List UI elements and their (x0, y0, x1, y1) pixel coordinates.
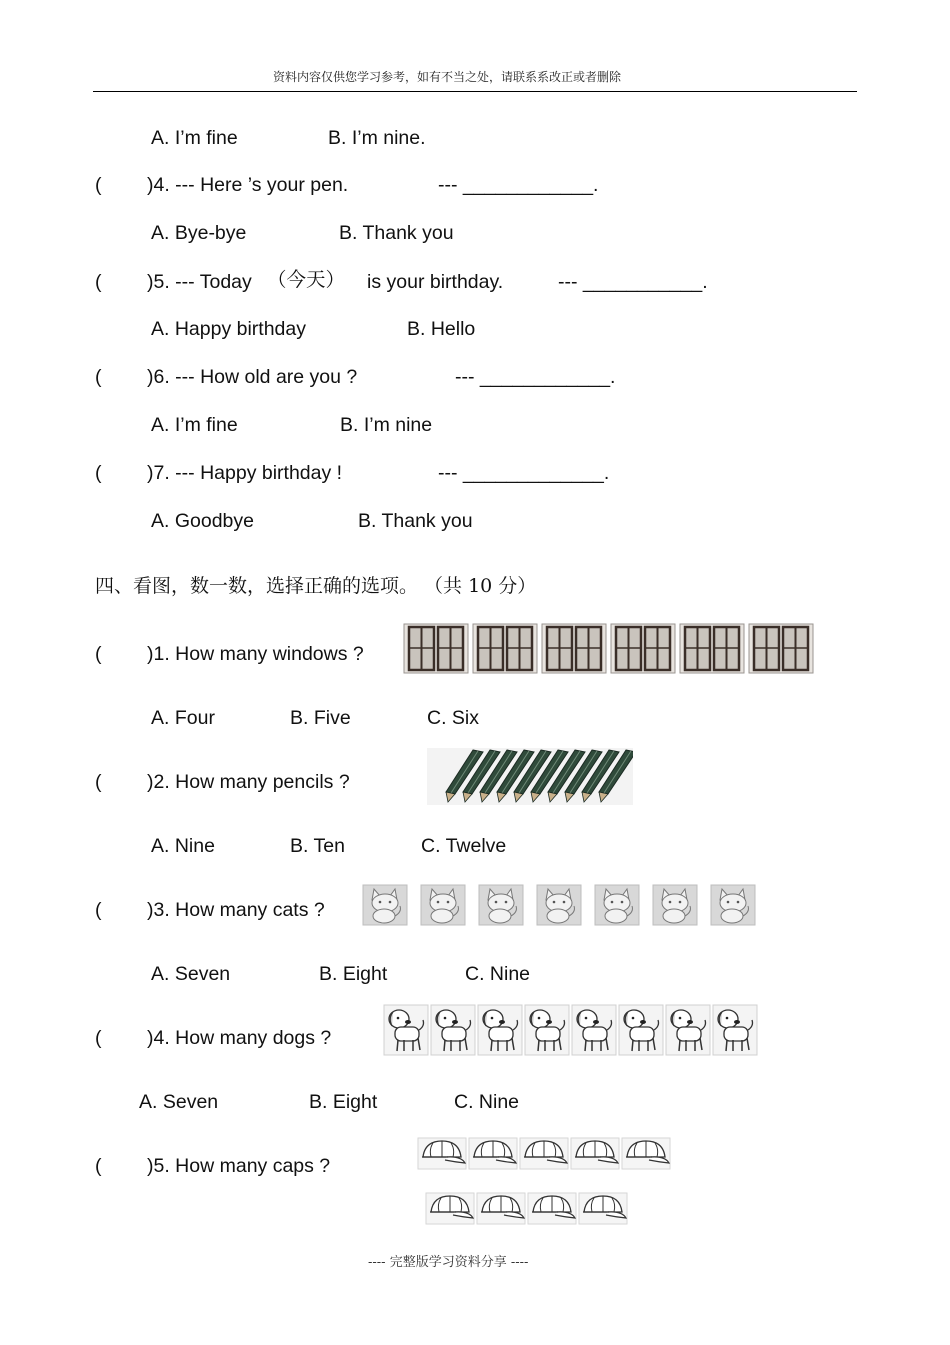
dog-icon (383, 1004, 430, 1056)
cap-icon (425, 1192, 476, 1225)
s4-q4-option-a: A. Seven (139, 1091, 219, 1113)
cat-icon (652, 884, 710, 926)
header-divider (93, 91, 857, 92)
dog-icon (524, 1004, 571, 1056)
q6-prompt: )6. --- How old are you ? (147, 366, 358, 388)
q7-option-b: B. Thank you (358, 510, 473, 532)
cat-icon (594, 884, 652, 926)
s4-q4-prompt: )4. How many dogs ? (147, 1027, 332, 1049)
cap-icon (519, 1137, 570, 1170)
q6-option-b: B. I’m nine (340, 414, 433, 436)
caps-picture-row-2 (425, 1192, 629, 1225)
dog-icon (618, 1004, 665, 1056)
cat-icon (420, 884, 478, 926)
q7-prompt: )7. --- Happy birthday ! (147, 462, 343, 484)
s4-q4-option-b: B. Eight (309, 1091, 378, 1113)
dog-icon (665, 1004, 712, 1056)
answer-paren[interactable]: ( (95, 174, 102, 196)
s4-q2-option-b: B. Ten (290, 835, 345, 857)
cap-icon (578, 1192, 629, 1225)
s4-q1-option-c: C. Six (427, 707, 480, 729)
s4-q2-prompt: )2. How many pencils ? (147, 771, 350, 793)
answer-paren[interactable]: ( (95, 462, 102, 484)
answer-paren[interactable]: ( (95, 899, 102, 921)
cat-icon (536, 884, 594, 926)
answer-paren[interactable]: ( (95, 1155, 102, 1177)
q6-reply-blank: --- ____________. (455, 366, 616, 388)
s4-q3-option-a: A. Seven (151, 963, 231, 985)
s4-q3-prompt: )3. How many cats ? (147, 899, 325, 921)
s4-q5-prompt: )5. How many caps ? (147, 1155, 331, 1177)
answer-paren[interactable]: ( (95, 271, 102, 293)
q4-option-a: A. Bye-bye (151, 222, 247, 244)
dog-icon (430, 1004, 477, 1056)
q4-reply-blank: --- ____________. (438, 174, 599, 196)
q5-option-a: A. Happy birthday (151, 318, 307, 340)
cap-icon (527, 1192, 578, 1225)
window-icon (541, 622, 610, 674)
q7-reply-blank: --- _____________. (438, 462, 610, 484)
pencils-picture (427, 748, 633, 805)
cap-icon (468, 1137, 519, 1170)
cat-icon (710, 884, 768, 926)
s4-q1-prompt: )1. How many windows ? (147, 643, 364, 665)
q5-prompt: )5. --- Today (147, 271, 252, 293)
window-icon (610, 622, 679, 674)
answer-paren[interactable]: ( (95, 771, 102, 793)
cat-icon (362, 884, 420, 926)
caps-picture-row-1 (417, 1137, 672, 1170)
s4-q4-option-c: C. Nine (454, 1091, 520, 1113)
cats-picture (362, 884, 768, 926)
q3-option-a: A. I’m fine (151, 127, 238, 149)
s4-q3-option-b: B. Eight (319, 963, 388, 985)
window-icon (679, 622, 748, 674)
window-icon (472, 622, 541, 674)
dog-icon (477, 1004, 524, 1056)
cap-icon (570, 1137, 621, 1170)
answer-paren[interactable]: ( (95, 643, 102, 665)
windows-picture (403, 622, 817, 674)
cat-icon (478, 884, 536, 926)
answer-paren[interactable]: ( (95, 366, 102, 388)
s4-q3-option-c: C. Nine (465, 963, 531, 985)
s4-q1-option-b: B. Five (290, 707, 351, 729)
page-footer: ---- 完整版学习资料分享 ---- (368, 1255, 529, 1270)
q5-reply-blank: --- ___________. (558, 271, 708, 293)
answer-paren[interactable]: ( (95, 1027, 102, 1049)
q7-option-a: A. Goodbye (151, 510, 254, 532)
q6-option-a: A. I’m fine (151, 414, 238, 436)
q5-prompt-rest: is your birthday. (367, 271, 504, 293)
cap-icon (621, 1137, 672, 1170)
window-icon (748, 622, 817, 674)
section-4-title: 四、看图，数一数，选择正确的选项。 （共 10 分） (95, 575, 537, 597)
cap-icon (476, 1192, 527, 1225)
q5-option-b: B. Hello (407, 318, 476, 340)
s4-q1-option-a: A. Four (151, 707, 215, 729)
page-header: 资料内容仅供您学习参考，如有不当之处，请联系系改正或者删除 (273, 70, 622, 84)
dogs-picture (383, 1004, 759, 1056)
window-icon (403, 622, 472, 674)
dog-icon (571, 1004, 618, 1056)
s4-q2-option-c: C. Twelve (421, 835, 507, 857)
q5-chinese-gloss: （今天） (267, 268, 346, 291)
q3-option-b: B. I’m nine. (328, 127, 426, 149)
cap-icon (417, 1137, 468, 1170)
s4-q2-option-a: A. Nine (151, 835, 215, 857)
q4-option-b: B. Thank you (339, 222, 454, 244)
dog-icon (712, 1004, 759, 1056)
q4-prompt: )4. --- Here ’s your pen. (147, 174, 349, 196)
